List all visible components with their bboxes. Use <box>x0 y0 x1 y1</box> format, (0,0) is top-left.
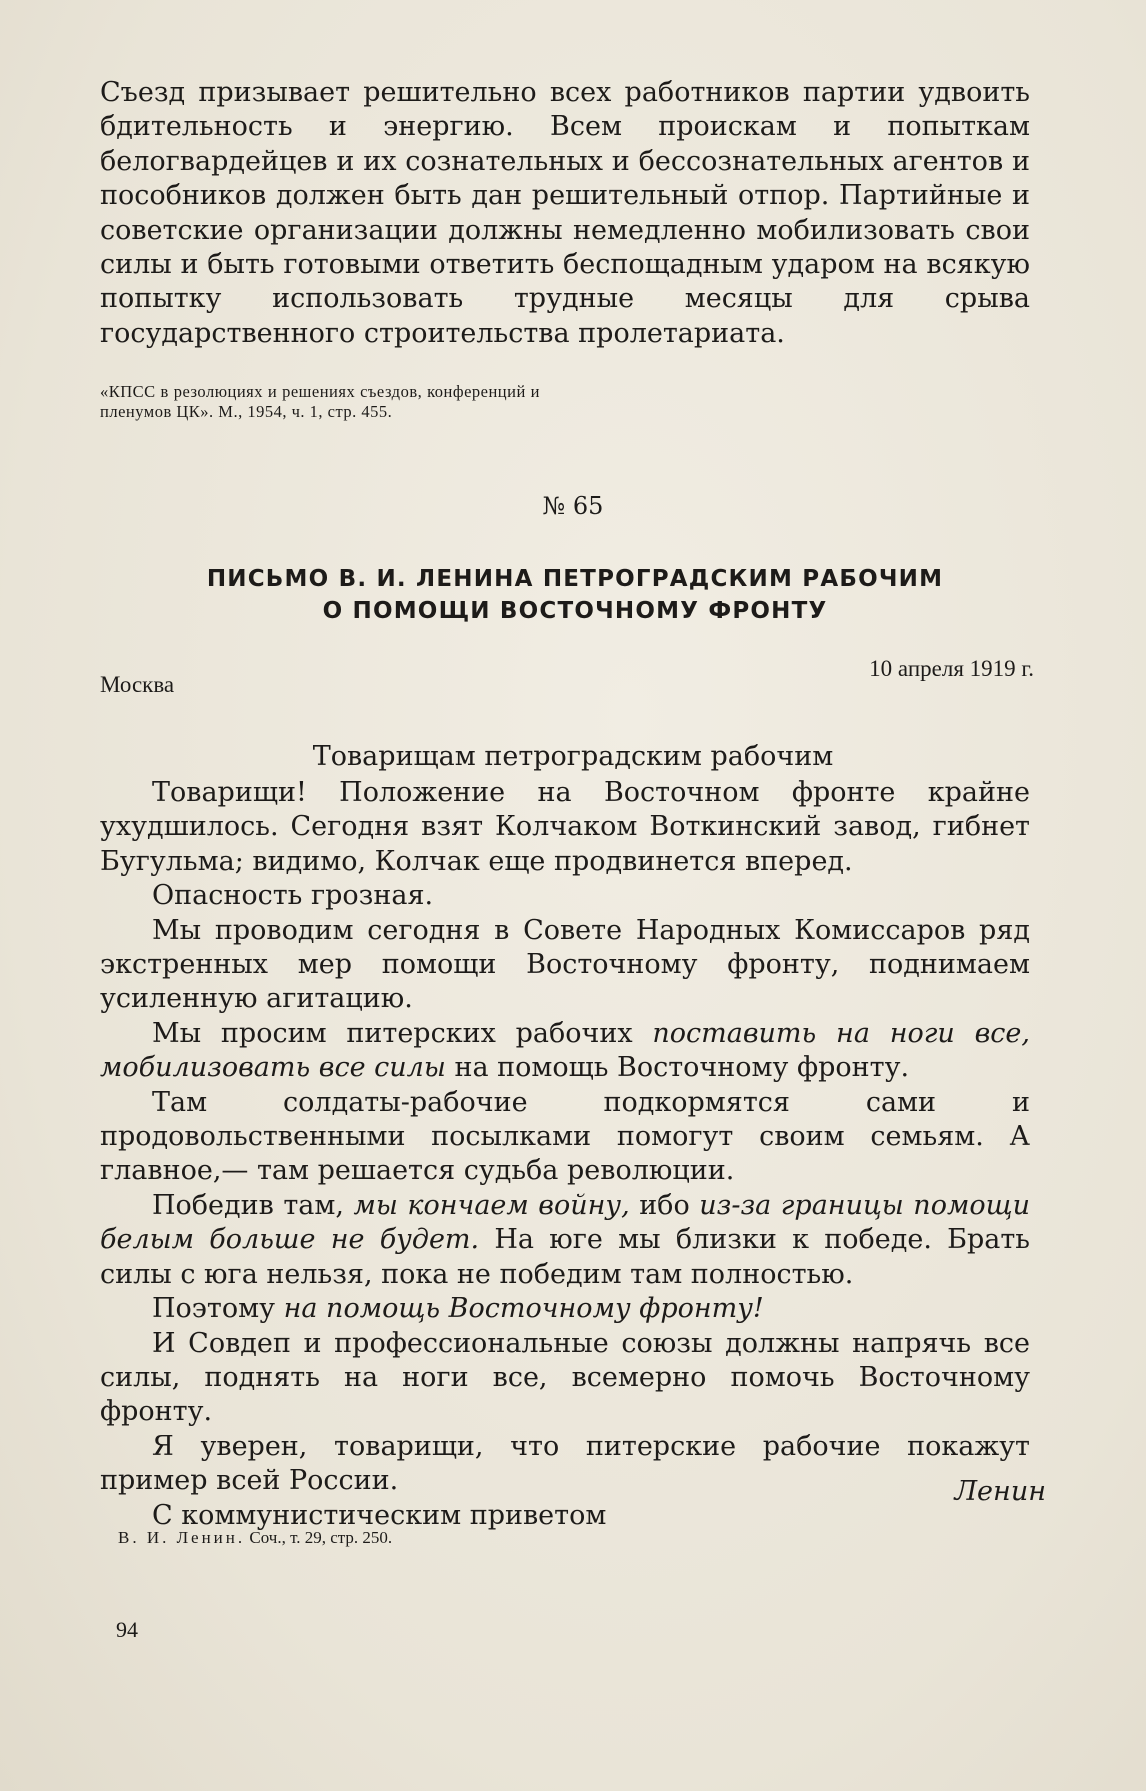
letter-paragraph-2: Опасность грозная. <box>152 880 434 912</box>
source-citation-2 <box>118 1528 392 1548</box>
signature: Ленин <box>954 1476 1046 1507</box>
document-title <box>160 563 990 627</box>
lead-paragraph-block <box>100 76 1030 351</box>
document-title-line-2: О ПОМОЩИ ВОСТОЧНОМУ ФРОНТУ <box>322 598 828 624</box>
p6-text-e: На юге мы близки к победе. Брать силы с юга нельзя, пока не победим там полностью. <box>100 1224 1030 1290</box>
lead-paragraph: Съезд призывает решительно всех работников партии удвоить бдительность и энергию. Всем проискам и попыткам белогвардейцев и их сознательных и бессознательных агентов и пособников должен быть дан решительный отпор. Партийные и советские организации должны немедленно мобилизовать свои силы и быть готовыми ответить беспощадным ударом на всякую попытку использовать трудные месяцы для срыва государственного строительства пролетариата. <box>100 77 1030 349</box>
letter-paragraph-9: Я уверен, товарищи, что питерские рабочие покажут пример всей России. <box>100 1430 1030 1497</box>
letter-paragraph-6 <box>100 1189 1030 1292</box>
letter-paragraph-7 <box>100 1292 1030 1326</box>
letter-closing: С коммунистическим приветом <box>152 1499 607 1531</box>
letter-body <box>100 776 1030 1533</box>
letter-date: 10 апреля 1919 г. <box>869 656 1034 681</box>
letter-paragraph-5: Там солдаты-рабочие подкормятся сами и продовольственными посылками помогут своим семьям. А главное,— там решается судьба революции. <box>100 1086 1030 1187</box>
page-number: 94 <box>116 1617 138 1642</box>
letter-paragraph-4 <box>100 1017 1030 1086</box>
letter-place: Москва <box>100 672 175 697</box>
source-citation-1: «КПСС в резолюциях и решениях съездов, конференций и пленумов ЦК». М., 1954, ч. 1, стр. 455. <box>100 382 540 421</box>
p6-text-a: Победив там, <box>152 1189 354 1221</box>
letter-paragraph-3: Мы проводим сегодня в Совете Народных Комиссаров ряд экстренных мер помощи Восточному фронту, поднимаем усиленную агитацию. <box>100 914 1030 1015</box>
document-title-line-1: ПИСЬМО В. И. ЛЕНИНА ПЕТРОГРАДСКИМ РАБОЧИМ <box>206 566 944 592</box>
p4-text-a: Мы просим питерских рабочих <box>152 1017 653 1049</box>
p6-emphasis-2: из-за границы помощи белым больше не будет. <box>100 1189 1030 1256</box>
p7-emphasis: на помощь Восточному фронту! <box>283 1293 764 1325</box>
letter-paragraph-8: И Совдеп и профессиональные союзы должны напрячь все силы, поднять на ноги все, всемерно помочь Восточному фронту. <box>100 1327 1030 1428</box>
p4-text-c: на помощь Восточному фронту. <box>445 1052 910 1084</box>
document-number: № 65 <box>542 492 604 520</box>
letter-address: Товарищам петроградским рабочим <box>312 741 834 772</box>
p6-emphasis-1: мы кончаем войну, <box>353 1189 630 1221</box>
p7-text-a: Поэтому <box>152 1293 284 1325</box>
p6-text-c: ибо <box>629 1189 700 1221</box>
source-2-author: В. И. Ленин. <box>118 1528 246 1547</box>
letter-paragraph-1: Товарищи! Положение на Восточном фронте крайне ухудшилось. Сегодня взят Колчаком Воткинский завод, гибнет Бугульма; видимо, Колчак еще продвинется вперед. <box>100 777 1030 877</box>
source-2-rest: Соч., т. 29, стр. 250. <box>245 1528 393 1547</box>
p4-emphasis: поставить на ноги все, мобилизовать все силы <box>100 1017 1030 1084</box>
